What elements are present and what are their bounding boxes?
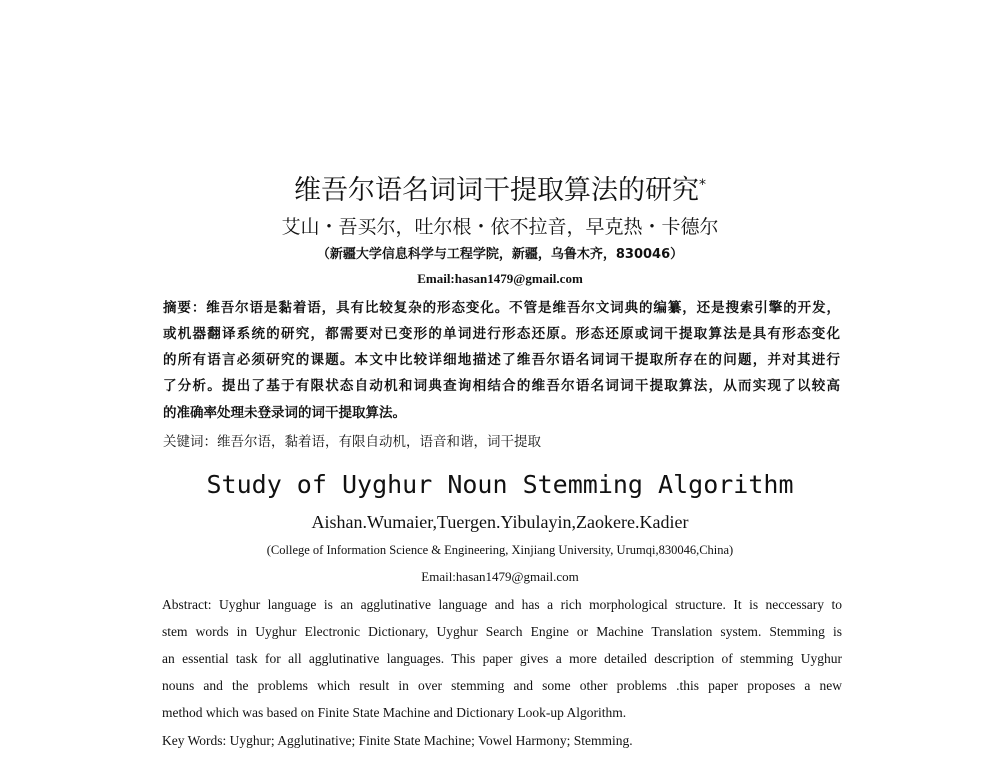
english-title: Study of Uyghur Noun Stemming Algorithm <box>206 470 794 499</box>
english-affiliation: (College of Information Science & Engineering, Xinjiang University, Urumqi,830046,China) <box>266 543 734 557</box>
chinese-abstract-line: 的所有语言必须研究的课题。本文中比较详细地描述了维吾尔语名词词干提取所存在的问题，并对其进行 <box>163 352 840 368</box>
english-email: Email:hasan1479@gmail.com <box>421 569 579 584</box>
chinese-authors: 艾山・吾买尔，吐尔根・依不拉音，早克热・卡德尔 <box>281 216 719 238</box>
chinese-title <box>0 168 1000 207</box>
english-authors: Aishan.Wumaier,Tuergen.Yibulayin,Zaokere.Kadier <box>311 512 689 532</box>
chinese-affiliation: （新疆大学信息科学与工程学院，新疆，乌鲁木齐，830046） <box>316 247 684 262</box>
english-abstract-line: Abstract: Uyghur language is an agglutinative language and has a rich morphological structure. It is neccessary to <box>162 597 842 612</box>
chinese-abstract-line: 的准确率处理未登录词的词干提取算法。 <box>163 405 406 421</box>
chinese-abstract-line: 或机器翻译系统的研究，都需要对已变形的单词进行形态还原。形态还原或词干提取算法是具有形态变化 <box>163 326 840 342</box>
english-keywords: Key Words: Uyghur; Agglutinative; Finite State Machine; Vowel Harmony; Stemming. <box>162 733 633 748</box>
english-abstract-line: stem words in Uyghur Electronic Dictionary, Uyghur Search Engine or Machine Translation system. Stemming is <box>162 624 842 639</box>
chinese-title-text: 维吾尔语名词词干提取算法的研究 <box>294 175 699 206</box>
chinese-abstract-line: 了分析。提出了基于有限状态自动机和词典查询相结合的维吾尔语名词词干提取算法，从而实现了以较高 <box>163 378 840 394</box>
english-abstract-line: an essential task for all agglutinative languages. This paper gives a more detailed description of stemming Uyghur <box>162 651 842 666</box>
chinese-keywords: 关键词：维吾尔语，黏着语，有限自动机，语音和谐，词干提取 <box>163 434 541 450</box>
chinese-email: Email:hasan1479@gmail.com <box>417 271 583 286</box>
chinese-abstract-line: 摘要：维吾尔语是黏着语，具有比较复杂的形态变化。不管是维吾尔文词典的编纂，还是搜索引擎的开发， <box>163 300 840 316</box>
title-footnote-mark: * <box>699 177 706 193</box>
english-abstract-line: method which was based on Finite State Machine and Dictionary Look-up Algorithm. <box>162 705 627 720</box>
english-abstract-line: nouns and the problems which result in over stemming and some other problems .this paper proposes a new <box>162 678 842 693</box>
